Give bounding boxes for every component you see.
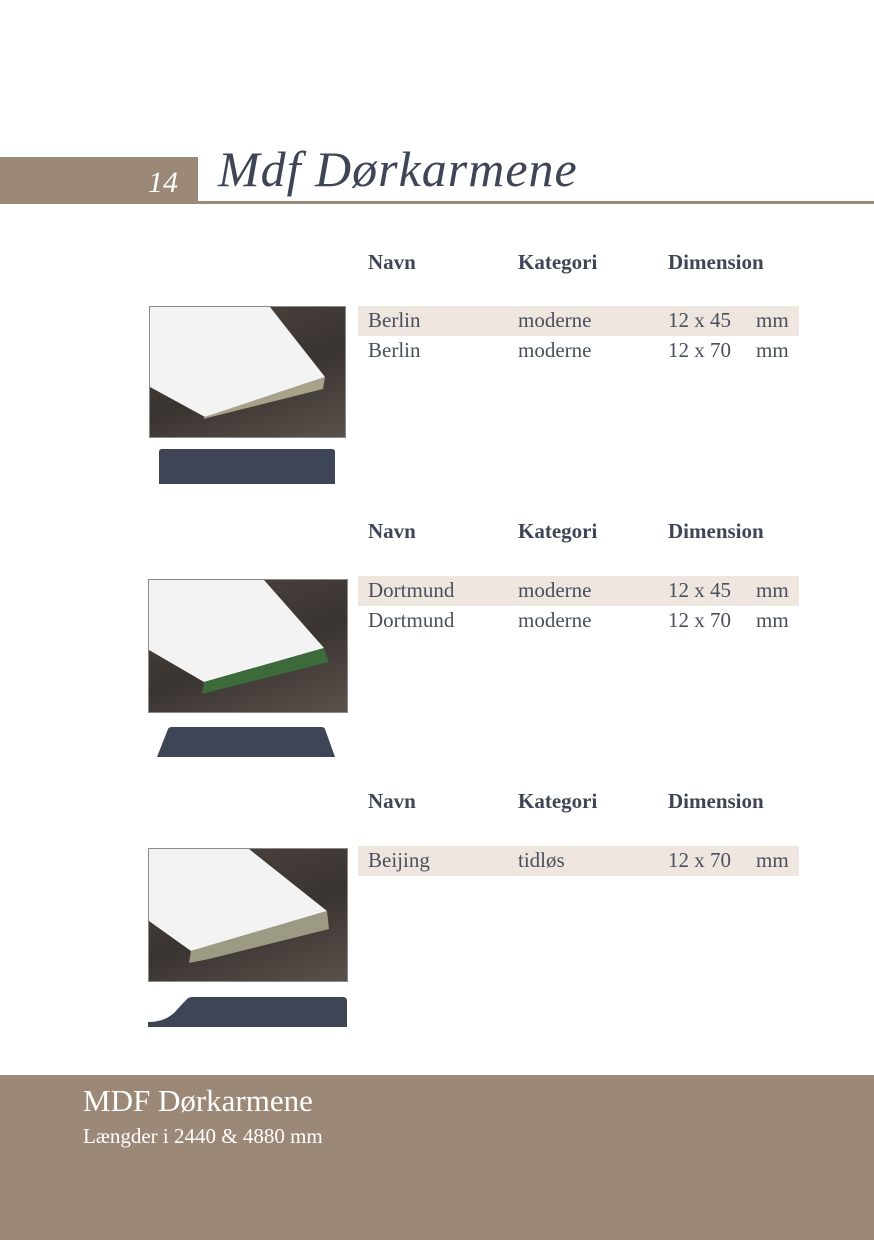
row-category: moderne — [518, 338, 592, 362]
profile-icon-dortmund — [156, 726, 336, 757]
product-photo-dortmund — [148, 579, 348, 713]
table-row — [358, 606, 799, 636]
column-category-header: Kategori — [518, 789, 598, 813]
table-header — [368, 250, 798, 280]
row-dimension: 12 x 45 — [668, 578, 731, 602]
row-unit: mm — [756, 338, 789, 362]
profile-icon-berlin — [158, 448, 336, 484]
row-category: moderne — [518, 578, 592, 602]
row-name: Dortmund — [368, 608, 455, 632]
table-header — [368, 519, 798, 549]
footer-subtitle: Længder i 2440 & 4880 mm — [83, 1124, 323, 1148]
row-unit: mm — [756, 848, 789, 872]
product-photo-berlin — [149, 306, 346, 438]
table-row — [358, 576, 799, 606]
header-rule — [198, 201, 874, 204]
row-dimension: 12 x 70 — [668, 848, 731, 872]
row-name: Berlin — [368, 338, 421, 362]
table-row — [358, 306, 799, 336]
row-category: moderne — [518, 308, 592, 332]
row-dimension: 12 x 70 — [668, 608, 731, 632]
row-category: moderne — [518, 608, 592, 632]
footer-title: MDF Dørkarmene — [83, 1083, 313, 1118]
page-title: Mdf Dørkarmene — [218, 141, 578, 197]
row-name: Dortmund — [368, 578, 455, 602]
column-dimension-header: Dimension — [668, 519, 764, 543]
row-dimension: 12 x 45 — [668, 308, 731, 332]
column-category-header: Kategori — [518, 250, 598, 274]
column-dimension-header: Dimension — [668, 250, 764, 274]
row-name: Berlin — [368, 308, 421, 332]
column-name-header: Navn — [368, 789, 416, 813]
row-unit: mm — [756, 308, 789, 332]
row-dimension: 12 x 70 — [668, 338, 731, 362]
row-unit: mm — [756, 608, 789, 632]
row-category: tidløs — [518, 848, 565, 872]
profile-icon-beijing — [147, 996, 349, 1028]
product-photo-beijing — [148, 848, 348, 982]
table-row — [358, 846, 799, 876]
column-category-header: Kategori — [518, 519, 598, 543]
page-number: 14 — [148, 166, 178, 199]
table-header — [368, 789, 798, 819]
row-name: Beijing — [368, 848, 430, 872]
table-row — [358, 336, 799, 366]
row-unit: mm — [756, 578, 789, 602]
column-name-header: Navn — [368, 250, 416, 274]
column-dimension-header: Dimension — [668, 789, 764, 813]
column-name-header: Navn — [368, 519, 416, 543]
